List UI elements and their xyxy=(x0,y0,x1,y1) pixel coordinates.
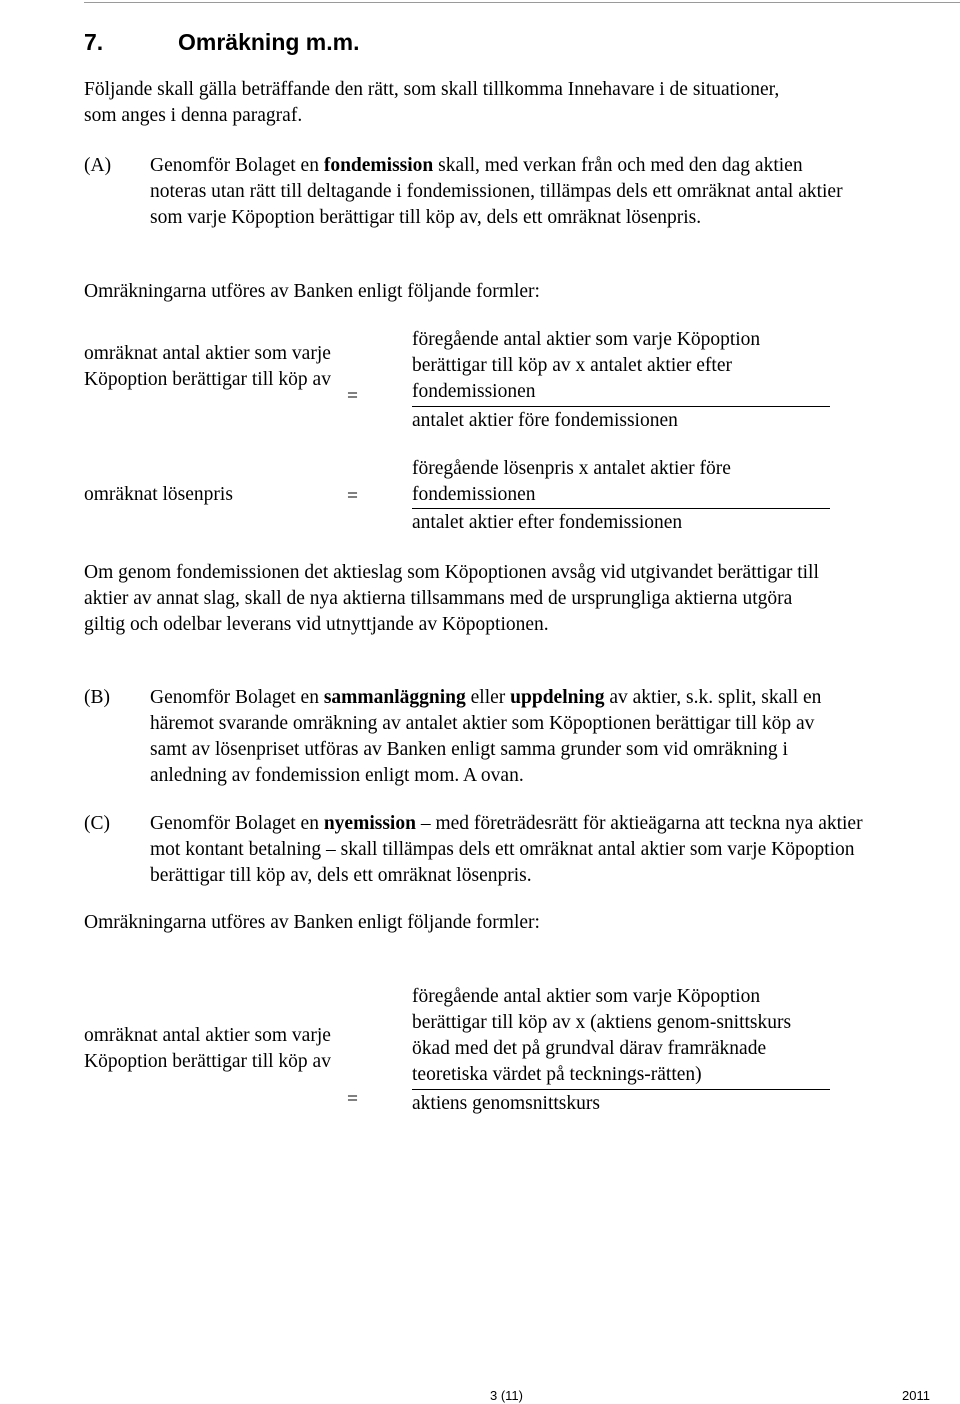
top-rule xyxy=(84,2,960,3)
formula-3-lhs: omräknat antal aktier som varje Köpoption berättigar till köp av xyxy=(84,1025,331,1072)
item-a-text: Genomför Bolaget en fondemission skall, med verkan från och med den dag aktien noteras utan rätt till deltagande i fondemissionen, tillämpas dels ett omräknat antal aktier som varje Köpoption berättigar till köp av, dels ett omräknat lösenpris. xyxy=(150,155,843,228)
footer-year: 2011 xyxy=(902,1388,930,1403)
fondemission-term: fondemission xyxy=(323,155,434,176)
formulas-intro-2: Omräkningarna utföres av Banken enligt följande formler: xyxy=(84,912,540,933)
intro-paragraph: Följande skall gälla beträffande den rätt, som skall tillkomma Innehavare i de situationer, som anges i denna paragraf. xyxy=(84,79,780,126)
sammanlaggning-term: sammanläggning xyxy=(323,687,466,708)
section-title: Omräkning m.m. xyxy=(178,29,360,55)
item-c-text: Genomför Bolaget en nyemission – med företrädesrätt för aktieägarna att teckna nya aktier mot kontant betalning – skall tillämpas dels ett omräknat antal aktier som varje Köpoption berättigar till köp av, dels ett omräknat lösenpris. xyxy=(150,813,863,886)
formula-1-fraction xyxy=(412,327,830,434)
section-number: 7. xyxy=(84,29,104,55)
formula-1-equals: = xyxy=(347,386,358,407)
formula-2-fraction xyxy=(412,456,830,536)
item-a-label: (A) xyxy=(84,155,112,176)
formula-1-numerator: föregående antal aktier som varje Köpoption berättigar till köp av x antalet aktier efter fondemissionen xyxy=(412,327,830,407)
formulas-intro-1: Omräkningarna utföres av Banken enligt följande formler: xyxy=(84,281,540,302)
formula-1-denominator: antalet aktier före fondemissionen xyxy=(412,410,678,431)
item-b-text: Genomför Bolaget en sammanläggning eller uppdelning av aktier, s.k. split, skall en häremot svarande omräkning av antalet aktier som Köpoptionen berättigar till köp av samt av lösenpriset utföras av Banken enligt samma grunder som vid omräkning i anledning av fondemission enligt mom. A ovan. xyxy=(150,687,822,786)
formula-2-lhs: omräknat lösenpris xyxy=(84,484,233,505)
nyemission-term: nyemission xyxy=(323,813,416,834)
item-c-label: (C) xyxy=(84,813,110,834)
section-heading xyxy=(84,27,359,57)
formula-3-equals: = xyxy=(347,1089,358,1110)
formula-2-denominator: antalet aktier efter fondemissionen xyxy=(412,512,683,533)
paragraph-after-a: Om genom fondemissionen det aktieslag som Köpoptionen avsåg vid utgivandet berättigar till aktier av annat slag, skall de nya aktierna tillsammans med de ursprungliga aktierna utgöra giltig och odelbar leverans vid utnyttjande av Köpoptionen. xyxy=(84,562,819,635)
uppdelning-term: uppdelning xyxy=(510,687,605,708)
formula-3-numerator: föregående antal aktier som varje Köpoption berättigar till köp av x (aktiens genom-snittskurs ökad med det på grundval därav framräknade teoretiska värdet på tecknings-rätten) xyxy=(412,984,830,1090)
item-b-label: (B) xyxy=(84,687,110,708)
page-number: 3 (11) xyxy=(490,1388,523,1403)
formula-3-fraction xyxy=(412,984,830,1117)
formula-1-lhs: omräknat antal aktier som varje Köpoption berättigar till köp av xyxy=(84,343,331,390)
formula-3-denominator: aktiens genomsnittskurs xyxy=(412,1093,600,1114)
formula-2-numerator: föregående lösenpris x antalet aktier före fondemissionen xyxy=(412,458,731,505)
formula-2-equals: = xyxy=(347,486,358,507)
